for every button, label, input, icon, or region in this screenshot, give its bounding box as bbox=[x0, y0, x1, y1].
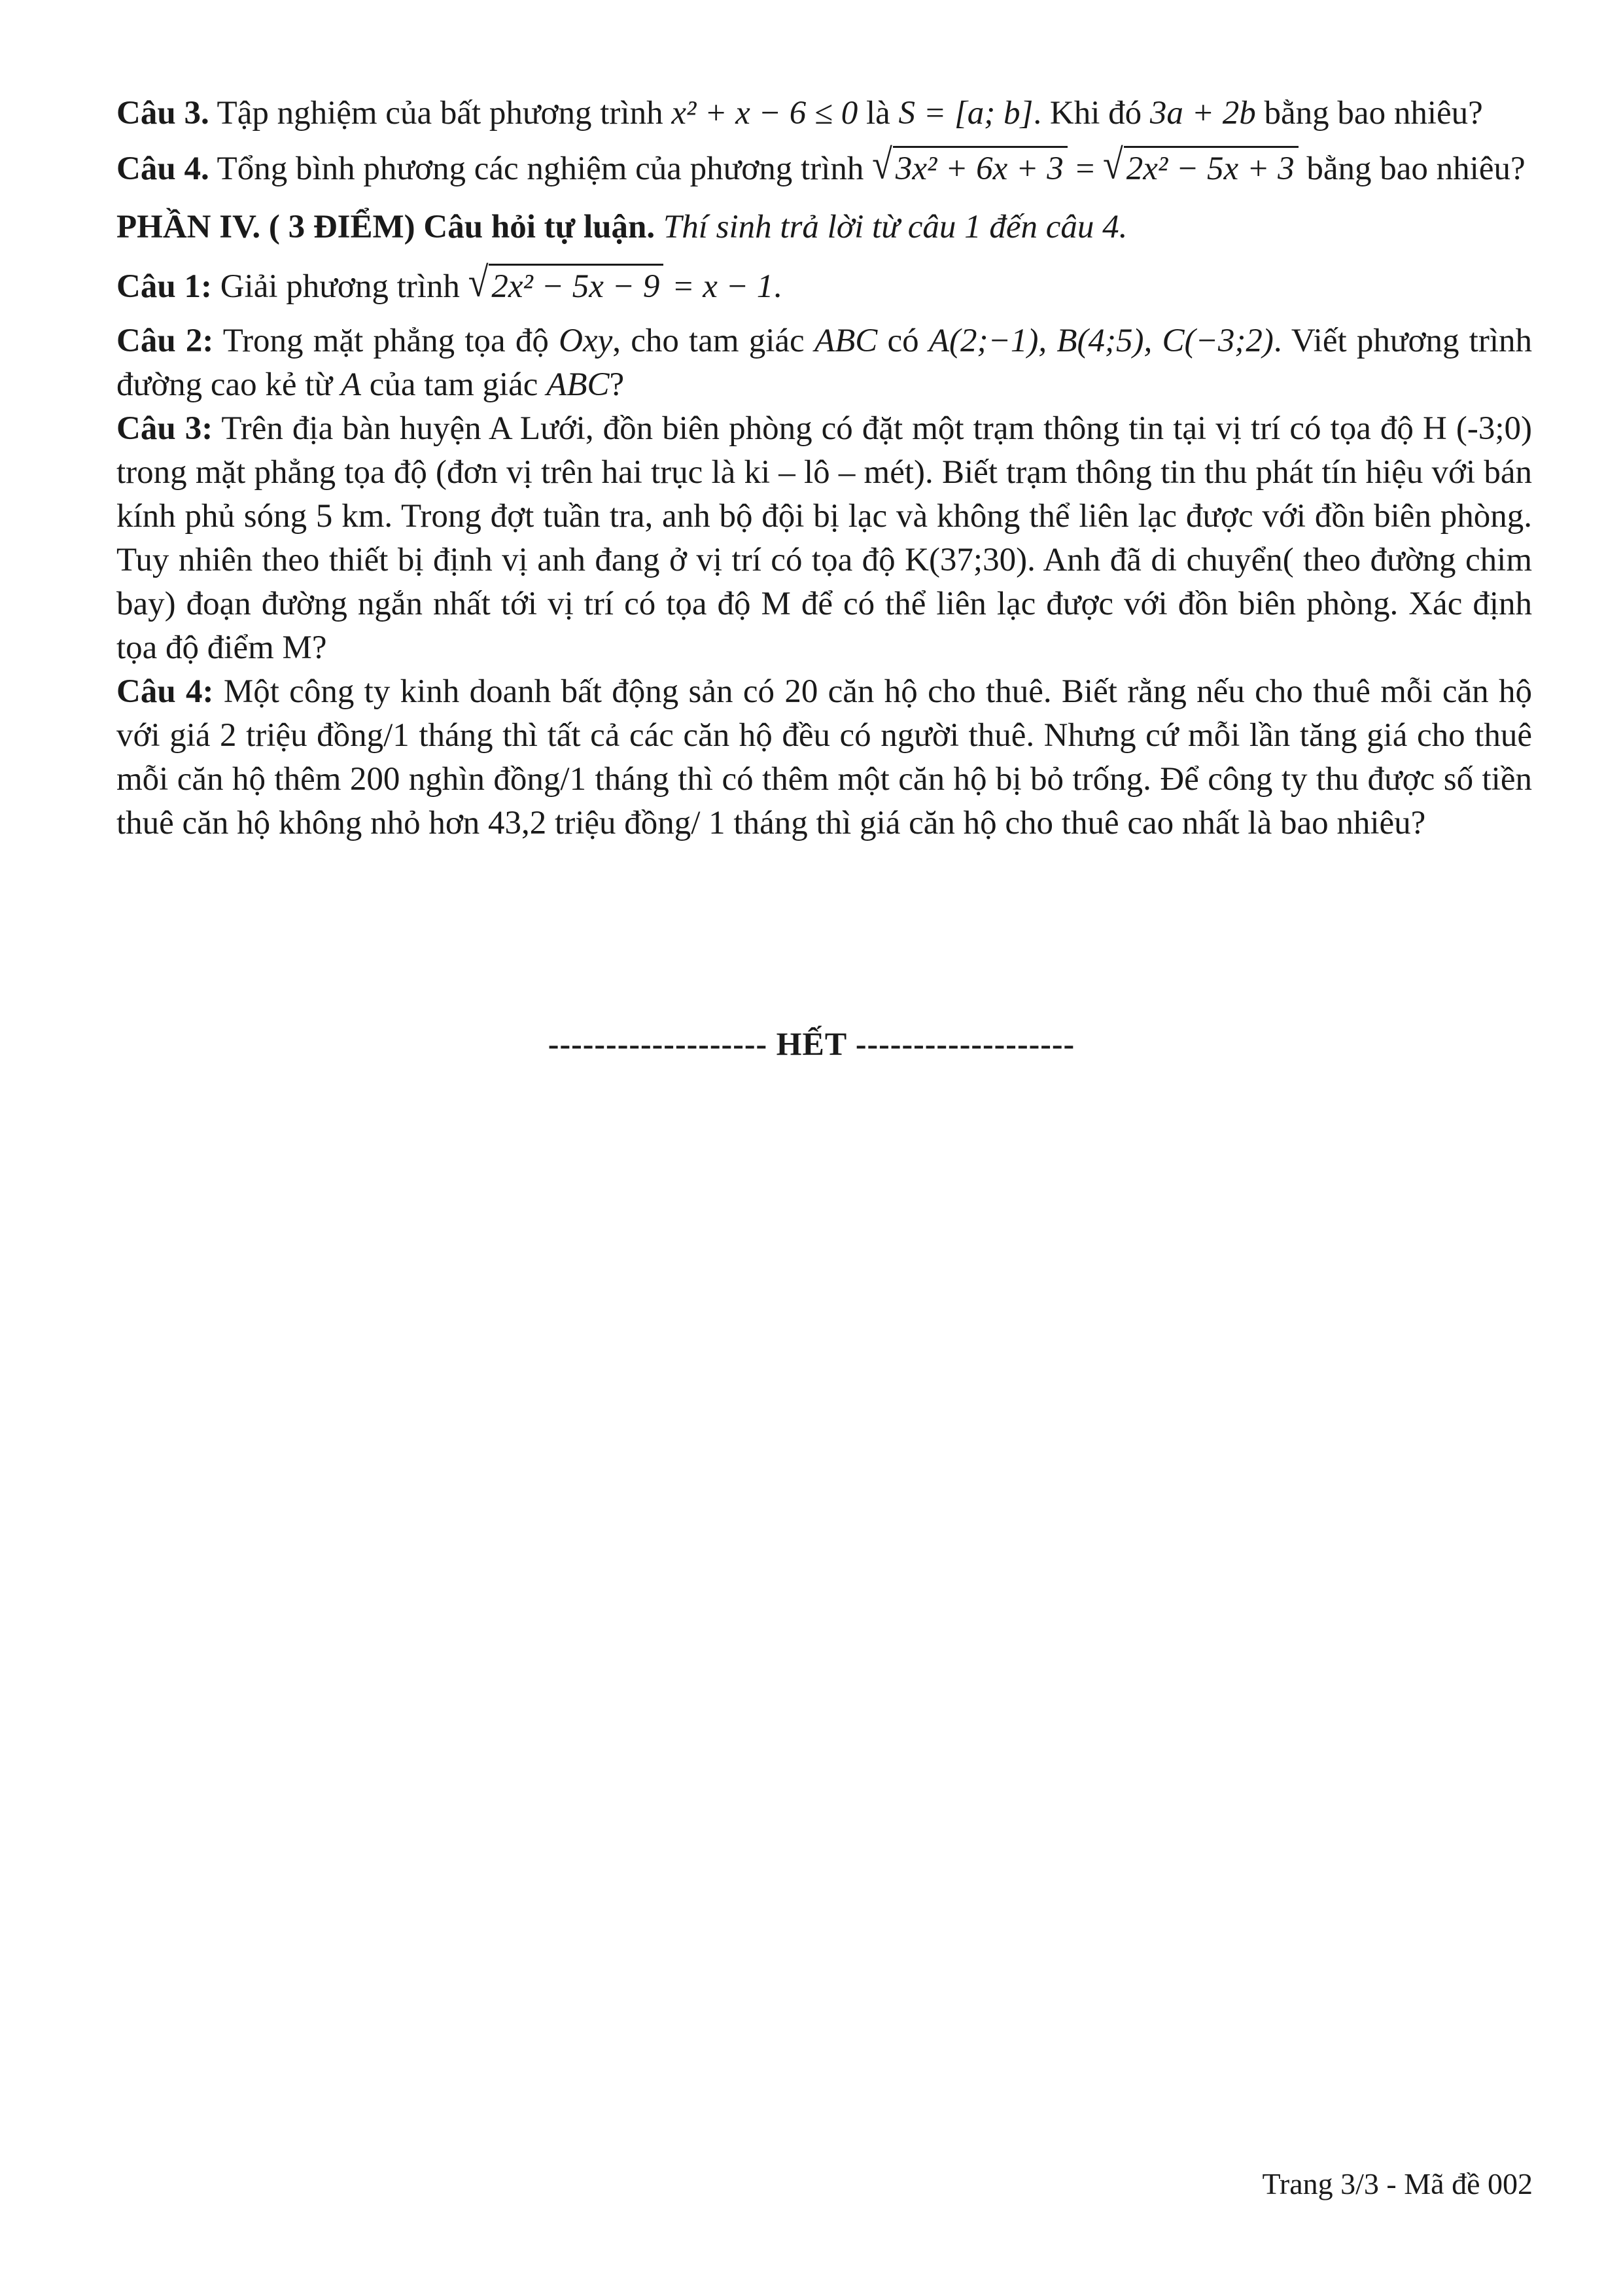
question-label: Câu 3. bbox=[116, 95, 209, 132]
triangle-name: ABC bbox=[814, 323, 878, 359]
question-text: . Viết phương trình đường cao kẻ từ bbox=[116, 323, 1533, 403]
question-text: Giải phương trình bbox=[220, 268, 460, 305]
inequality-formula: x² + x − 6 ≤ 0 bbox=[671, 95, 858, 132]
vertex-name: A bbox=[340, 366, 361, 403]
question-text: là bbox=[865, 95, 890, 132]
set-formula: S = [a; b] bbox=[898, 95, 1034, 132]
question-label: Câu 4: bbox=[116, 673, 214, 710]
question-text: bằng bao nhiêu? bbox=[1306, 150, 1526, 187]
part-instruction: Thí sinh trả lời từ câu 1 đến câu 4. bbox=[663, 209, 1128, 245]
question-text: Trong mặt phẳng tọa độ bbox=[222, 323, 549, 359]
part-4-heading bbox=[116, 205, 1532, 249]
points-formula: A(2;−1), B(4;5), C(−3;2) bbox=[928, 323, 1274, 359]
sqrt-expression: √2x² − 5x − 9 bbox=[468, 264, 664, 309]
question-text: , cho tam giác bbox=[612, 323, 805, 359]
equation-rhs: = x − 1 bbox=[672, 268, 774, 305]
essay-question-1 bbox=[116, 259, 1532, 309]
radicand: 2x² − 5x + 3 bbox=[1124, 146, 1299, 187]
sqrt-rhs: √2x² − 5x + 3 bbox=[1103, 146, 1299, 191]
exam-content bbox=[116, 92, 1532, 845]
question-4-mc bbox=[116, 141, 1532, 191]
equals-sign: = bbox=[1075, 150, 1095, 187]
question-text: Trên địa bàn huyện A Lưới, đồn biên phòng có đặt một trạm thông tin tại vị trí có tọa độ H (-3;0) trong mặt phẳng tọa độ (đơn vị trên hai trục là ki – lô – mét). Biết trạm thông tin thu phát tín hiệu với bán kính phủ sóng 5 km. Trong đợt tuần tra, anh bộ đội bị lạc và không thể liên lạc được với đồn biên phòng. Tuy nhiên theo thiết bị định vị anh đang ở vị trí có tọa độ K(37;30). Anh đã di chuyển( theo đường chim bay) đoạn đường ngắn nhất tới vị trí có tọa độ M để có thể liên lạc được với đồn biên phòng. Xác định tọa độ điểm M? bbox=[116, 410, 1532, 666]
question-text: . Khi đó bbox=[1033, 95, 1142, 132]
question-text: Tổng bình phương các nghiệm của phương trình bbox=[217, 150, 864, 187]
question-label: Câu 4. bbox=[116, 150, 209, 187]
essay-question-2 bbox=[116, 319, 1532, 407]
part-title: PHẦN IV. ( 3 ĐIỂM) Câu hỏi tự luận. bbox=[116, 209, 655, 245]
question-text: của tam giác bbox=[369, 366, 538, 403]
question-text: Tập nghiệm của bất phương trình bbox=[217, 95, 663, 132]
end-marker: ------------------- HẾT ------------------- bbox=[548, 1025, 1075, 1062]
coordinate-system: Oxy bbox=[559, 323, 613, 359]
question-label: Câu 3: bbox=[116, 410, 213, 447]
expression-formula: 3a + 2b bbox=[1149, 95, 1256, 132]
question-label: Câu 1: bbox=[116, 268, 212, 305]
question-label: Câu 2: bbox=[116, 323, 214, 359]
page-footer: Trang 3/3 - Mã đề 002 bbox=[1262, 2167, 1533, 2200]
essay-question-4 bbox=[116, 670, 1532, 845]
radicand: 3x² + 6x + 3 bbox=[893, 146, 1068, 187]
radicand: 2x² − 5x − 9 bbox=[489, 264, 663, 305]
essay-question-3 bbox=[116, 407, 1532, 670]
question-text: ? bbox=[609, 366, 625, 403]
question-3-mc bbox=[116, 92, 1532, 135]
sqrt-lhs: √3x² + 6x + 3 bbox=[872, 146, 1068, 191]
question-text: có bbox=[887, 323, 919, 359]
question-text: bằng bao nhiêu? bbox=[1264, 95, 1483, 132]
question-text: Một công ty kinh doanh bất động sản có 20 căn hộ cho thuê. Biết rằng nếu cho thuê mỗi căn hộ với giá 2 triệu đồng/1 tháng thì tất cả các căn hộ đều có người thuê. Nhưng cứ mỗi lần tăng giá cho thuê mỗi căn hộ thêm 200 nghìn đồng/1 tháng thì có thêm một căn hộ bị bỏ trống. Để công ty thu được số tiền thuê căn hộ không nhỏ hơn 43,2 triệu đồng/ 1 tháng thì giá căn hộ cho thuê cao nhất là bao nhiêu? bbox=[116, 673, 1532, 841]
triangle-name: ABC bbox=[546, 366, 610, 403]
question-text: . bbox=[773, 268, 782, 305]
